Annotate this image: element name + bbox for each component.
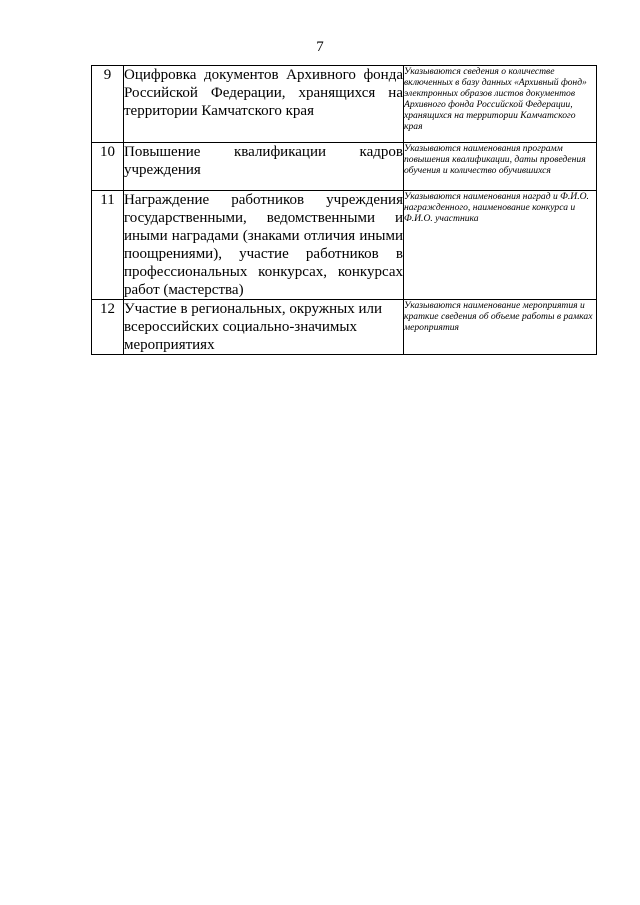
row-activity-name: Оцифровка документов Архивного фонда Российской Федерации, хранящихся на территории Камчатского края xyxy=(124,66,404,143)
table-row xyxy=(92,66,597,143)
report-table xyxy=(91,65,597,355)
table-row xyxy=(92,143,597,191)
row-instruction-note: Указываются сведения о количестве включенных в базу данных «Архивный фонд» электронных образов листов документов Архивного фонда Российской Федерации, хранящихся на территории Камчатского края xyxy=(404,66,597,143)
row-instruction-note: Указываются наименование мероприятия и краткие сведения об объеме работы в рамках мероприятия xyxy=(404,300,597,355)
row-instruction-note: Указываются наименования программ повышения квалификации, даты проведения обучения и количество обучившихся xyxy=(404,143,597,191)
row-number: 12 xyxy=(92,300,124,355)
row-activity-name: Участие в региональных, окружных или всероссийских социально-значимых мероприятиях xyxy=(124,300,404,355)
table-row xyxy=(92,300,597,355)
row-instruction-note: Указываются наименования наград и Ф.И.О. награжденного, наименование конкурса и Ф.И.О. участника xyxy=(404,191,597,300)
row-number: 11 xyxy=(92,191,124,300)
page-number: 7 xyxy=(316,39,324,55)
row-number: 9 xyxy=(92,66,124,143)
row-activity-name: Награждение работников учреждения государственными, ведомственными и иными наградами (знаками отличия иными поощрениями), участие работников в профессиональных конкурсах, конкурсах работ (мастерства) xyxy=(124,192,403,298)
row-activity-name: Повышение квалификации кадров учреждения xyxy=(124,143,404,191)
row-number: 10 xyxy=(92,143,124,191)
table-row xyxy=(92,191,597,300)
